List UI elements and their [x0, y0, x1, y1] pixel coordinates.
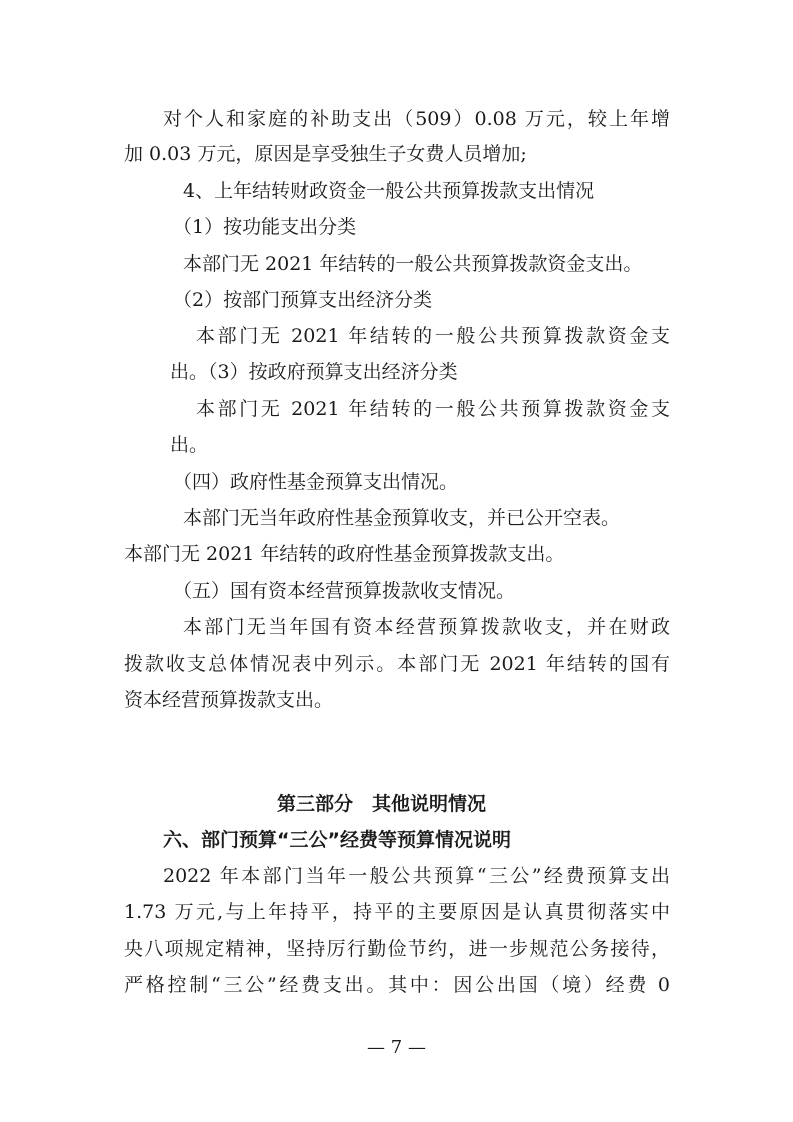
text-line: 拨款收支总体情况表中列示。本部门无 2021 年结转的国有 — [124, 653, 670, 675]
text-line: 本部门无当年国有资本经营预算拨款收支，并在财政 — [183, 616, 670, 638]
body-line: 央八项规定精神，坚持厉行勤俭节约，进一步规范公务接待， — [124, 938, 670, 960]
text-line: 对个人和家庭的补助支出（509）0.08 万元，较上年增 — [163, 108, 670, 130]
page-number: — 7 — — [367, 1037, 426, 1058]
text-line: 加 0.03 万元，原因是享受独生子女费人员增加; — [124, 143, 527, 165]
text-line: 本部门无当年政府性基金预算收支，并已公开空表。 — [183, 507, 621, 529]
text-line: 资本经营预算拨款支出。 — [124, 689, 334, 711]
text-line: 本部门无 2021 年结转的一般公共预算拨款资金支 — [196, 325, 670, 347]
body-line: 2022 年本部门当年一般公共预算“三公”经费预算支出 — [163, 865, 670, 887]
text-line: 本部门无 2021 年结转的一般公共预算拨款资金支 — [196, 398, 670, 420]
text-line: （五）国有资本经营预算拨款收支情况。 — [173, 580, 516, 602]
text-line: 本部门无 2021 年结转的政府性基金预算拨款支出。 — [124, 543, 565, 565]
text-line: 本部门无 2021 年结转的一般公共预算拨款资金支出。 — [183, 253, 643, 275]
body-line: 严格控制“三公”经费支出。其中：因公出国（境）经费 0 — [124, 974, 670, 996]
section-title: 第三部分 其他说明情况 — [277, 793, 487, 815]
subsection-title: 六、部门预算“三公”经费等预算情况说明 — [163, 829, 511, 851]
text-line: （四）政府性基金预算支出情况。 — [173, 471, 459, 493]
text-line: 出。（3）按政府预算支出经济分类 — [170, 361, 458, 383]
text-line: 4、上年结转财政资金一般公共预算拨款支出情况 — [183, 180, 595, 202]
text-line: （2）按部门预算支出经济分类 — [173, 289, 433, 311]
text-line: （1）按功能支出分类 — [173, 216, 357, 238]
text-line: 出。 — [170, 434, 209, 456]
body-line: 1.73 万元,与上年持平，持平的主要原因是认真贯彻落实中 — [124, 901, 670, 923]
